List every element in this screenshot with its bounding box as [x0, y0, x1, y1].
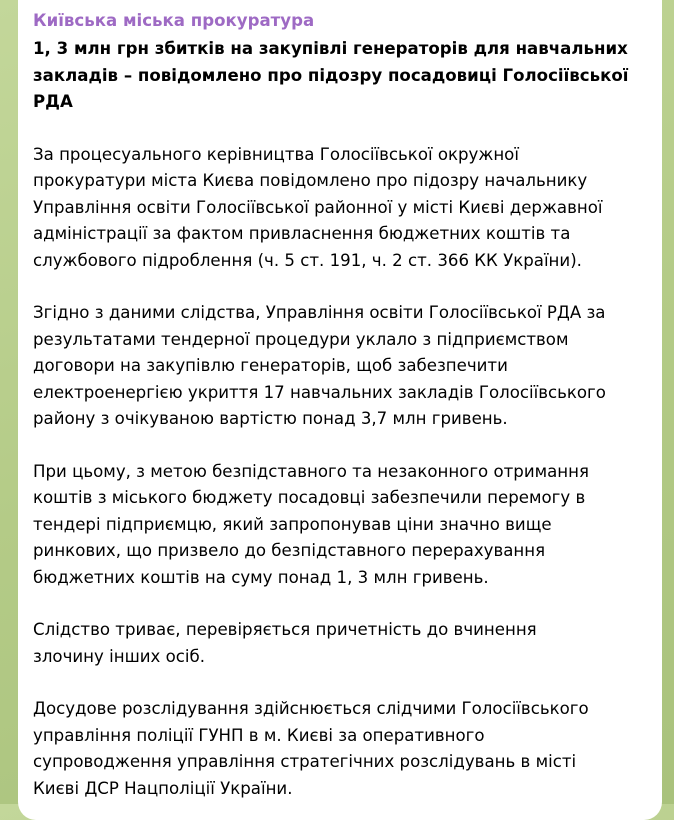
text-line: електроенергією укриття 17 навчальних закладів Голосіївського — [33, 382, 606, 402]
paragraph-budget-loss — [33, 459, 642, 592]
text-line: бюджетних коштів на суму понад 1, 3 млн гривень. — [33, 567, 489, 587]
paragraph-suspicion — [33, 142, 642, 275]
text-line: Києві ДСР Нацполіції України. — [33, 778, 293, 798]
text-line: Згідно з даними слідства, Управління освіти Голосіївської РДА за — [33, 303, 606, 322]
text-line: службового підроблення (ч. 5 ст. 191, ч. 2 ст. 366 КК України). — [33, 250, 582, 270]
headline-line: РДА — [33, 92, 73, 111]
text-line: адміністрації за фактом привласнення бюджетних коштів та — [33, 224, 571, 243]
text-line: коштів з міського бюджету посадовці забезпечили перемогу в — [33, 488, 586, 507]
text-line: злочину інших осіб. — [33, 646, 206, 666]
text-line: договори на закупівлю генераторів, щоб забезпечити — [33, 356, 508, 375]
text-line: Досудове розслідування здійснюється слідчими Голосіївського — [33, 699, 589, 718]
text-line: Слідство триває, перевіряється причетність до вчинення — [33, 620, 537, 639]
message-bubble — [18, 0, 662, 820]
paragraph-pretrial — [33, 696, 642, 802]
text-line: тендері підприємцю, який запропонував ціни значно вище — [33, 514, 552, 534]
text-line: ринкових, що призвело до безпідставного перерахування — [33, 541, 546, 560]
text-line: За процесуального керівництва Голосіївської окружної — [33, 144, 519, 164]
text-line: результатами тендерної процедури уклало з підприємством — [33, 329, 569, 349]
headline-line: 1, 3 млн грн збитків на закупівлі генераторів для навчальних — [33, 39, 628, 58]
text-line: району з очікуваною вартістю понад 3,7 млн гривень. — [33, 409, 508, 428]
paragraph-investigation-data — [33, 300, 642, 433]
text-line: супроводження управління стратегічних розслідувань в місті — [33, 752, 577, 771]
text-line: управління поліції ГУНП в м. Києві за оперативного — [33, 725, 485, 745]
text-line: При цьому, з метою безпідставного та незаконного отримання — [33, 461, 589, 481]
paragraph-ongoing — [33, 617, 642, 670]
message-headline — [33, 36, 642, 116]
channel-name[interactable]: Київська міська прокуратура — [33, 11, 315, 30]
text-line: Управління освіти Голосіївської районної у місті Києві державної — [33, 197, 603, 217]
headline-line: закладів – повідомлено про підозру посадовиці Голосіївської — [33, 65, 629, 85]
text-line: прокуратури міста Києва повідомлено про підозру начальнику — [33, 171, 588, 190]
